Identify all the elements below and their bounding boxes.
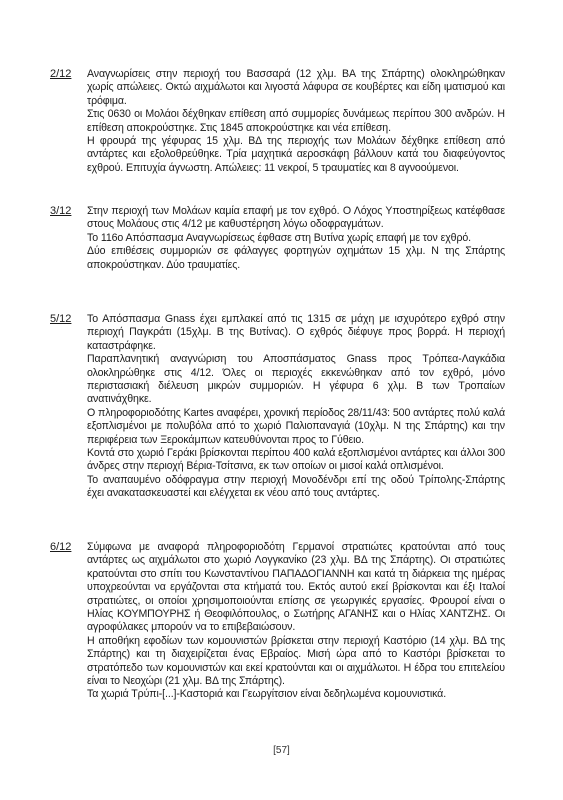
paragraph: Στην περιοχή των Μολάων καμία επαφή με τον εχθρό. Ο Λόχος Υποστηρίξεως κατέφθασε στους Μολάους στις 4/12 με καθυστέρηση λόγω οδοφραγμάτων. xyxy=(87,205,505,231)
entry-body xyxy=(87,541,505,702)
paragraph: Αναγνωρίσεις στην περιοχή του Βασσαρά (12 χλμ. ΒΑ της Σπάρτης) ολοκληρώθηκαν χωρίς απώλειες. Οκτώ αιχμάλωτοι και λιγοστά λάφυρα σε κουβέρτες και είδη ιματισμού και τρόφιμα. xyxy=(87,68,505,107)
entry-6-12 xyxy=(50,541,505,702)
paragraph: Δύο επιθέσεις συμμοριών σε φάλαγγες φορτηγών οχημάτων 15 χλμ. Ν της Σπάρτης αποκρούστηκαν. Δύο τραυματίες. xyxy=(87,245,505,271)
paragraph: Ο πληροφοριοδότης Kartes αναφέρει, χρονική περίοδος 28/11/43: 500 αντάρτες πολύ καλά εξοπλισμένοι με πολυβόλα από το χωριό Παλιοπαναγιά (10χλμ. Ν της Σπάρτης) και την περιφέρεια των Ξεροκάμπων κατευθύνονται προς το Γύθειο. xyxy=(87,406,505,446)
paragraph: Στις 0630 οι Μολάοι δέχθηκαν επίθεση από συμμορίες δυνάμεως περίπου 300 ανδρών. Η επίθεση αποκρούστηκε. Στις 1845 αποκρούστηκε και νέα επίθεση. xyxy=(87,108,505,134)
entry-body xyxy=(87,68,505,175)
entry-3-12 xyxy=(50,205,505,272)
paragraph: Το αναπαυμένο οδόφραγμα στην περιοχή Μονοδένδρι επί της οδού Τρίπολης-Σπάρτης έχει ανακατασκευαστεί και ελέγχεται εκ νέου από τους αντάρτες. xyxy=(87,473,505,500)
paragraph: Σύμφωνα με αναφορά πληροφοριοδότη Γερμανοί στρατιώτες κρατούνται από τους αντάρτες ως αιχμάλωτοι στο χωριό Λογγκανίκο (23 χλμ. ΒΔ της Σπάρτης). Οι στρατιώτες κρατούνται στο σπίτι του Κωνσταντίνου ΠΑΠΑΔΟΓΙΑΝΝΗ και κατά τη διάρκεια της ημέρας υποχρεούνται να εργάζονται στα κτήματά του. Εκτός αυτού εκεί βρίσκονται και έξι Ιταλοί στρατιώτες, οι οποίοι χρησιμοποιούνται επίσης σε γεωργικές εργασίες. Φρουροί είναι ο Ηλίας ΚΟΥΜΠΟΥΡΗΣ ή Θεοφιλόπουλος, ο Σωτήρης ΑΓΑΝΗΣ και ο Ηλίας ΧΑΝΤΖΗΣ. Οι αγροφύλακες μπορούν να το επιβεβαιώσουν. xyxy=(87,541,505,634)
entry-date: 5/12 xyxy=(50,313,72,325)
paragraph: Τα χωριά Τρύπι-[...]-Καστοριά και Γεωργίτσιον είναι δεδηλωμένα κομουνιστικά. xyxy=(87,688,447,701)
entry-2-12 xyxy=(50,68,505,175)
entry-date: 2/12 xyxy=(50,68,72,80)
paragraph: Η φρουρά της γέφυρας 15 χλμ. ΒΔ της περιοχής των Μολάων δέχθηκε επίθεση από αντάρτες και εξολοθρεύθηκε. Τρία μαχητικά αεροσκάφη βάλλουν κατά του διαφεύγοντος εχθρού. Επιτυχία άγνωστη. Απώλειες: 11 νεκροί, 5 τραυματίες και 8 αγνοούμενοι. xyxy=(87,135,505,174)
entry-body xyxy=(87,313,505,501)
page-number: [57] xyxy=(273,745,290,756)
paragraph: Παραπλανητική αναγνώριση του Αποσπάσματος Gnass προς Τρόπεα-Λαγκάδια ολοκληρώθηκε στις 4/12. Όλες οι περιοχές εκκενώθηκαν από τον εχθρό, μόνο περιστασιακή διέλευση μικρών συμμοριών. Η γέφυρα 6 χλμ. Β των Τροπαίων ανατινάχθηκε. xyxy=(87,353,505,406)
entry-date: 3/12 xyxy=(50,205,72,217)
entry-5-12 xyxy=(50,313,505,501)
paragraph: Κοντά στο χωριό Γεράκι βρίσκονται περίπου 400 καλά εξοπλισμένοι αντάρτες και άλλοι 300 άνδρες στην περιοχή Βέρια-Τσίτσινα, εκ των οποίων οι μισοί καλά οπλισμένοι. xyxy=(87,447,505,473)
entry-date: 6/12 xyxy=(50,541,72,553)
entry-body xyxy=(87,205,505,272)
paragraph: Το 116ο Απόσπασμα Αναγνωρίσεως έφθασε στη Βυτίνα χωρίς επαφή με τον εχθρό. xyxy=(87,231,472,244)
paragraph: Η αποθήκη εφοδίων των κομουνιστών βρίσκεται στην περιοχή Καστόριο (14 χλμ. ΒΔ της Σπάρτης) και τη διαχειρίζεται ένας Εβραίος. Μισή ώρα από το Καστόρι βρίσκεται το στρατόπεδο των κομουνιστών και εκεί κρατούνται και οι αιχμάλωτοι. Η έδρα του επιτελείου είναι το Νεοχώρι (21 χλμ. ΒΔ της Σπάρτης). xyxy=(87,634,505,688)
paragraph: Το Απόσπασμα Gnass έχει εμπλακεί από τις 1315 σε μάχη με ισχυρότερο εχθρό στην περιοχή Παγκράτι (15χλμ. Β της Βυτίνας). Ο εχθρός διέφυγε προς βορρά. Η περιοχή καταστράφηκε. xyxy=(87,313,505,352)
